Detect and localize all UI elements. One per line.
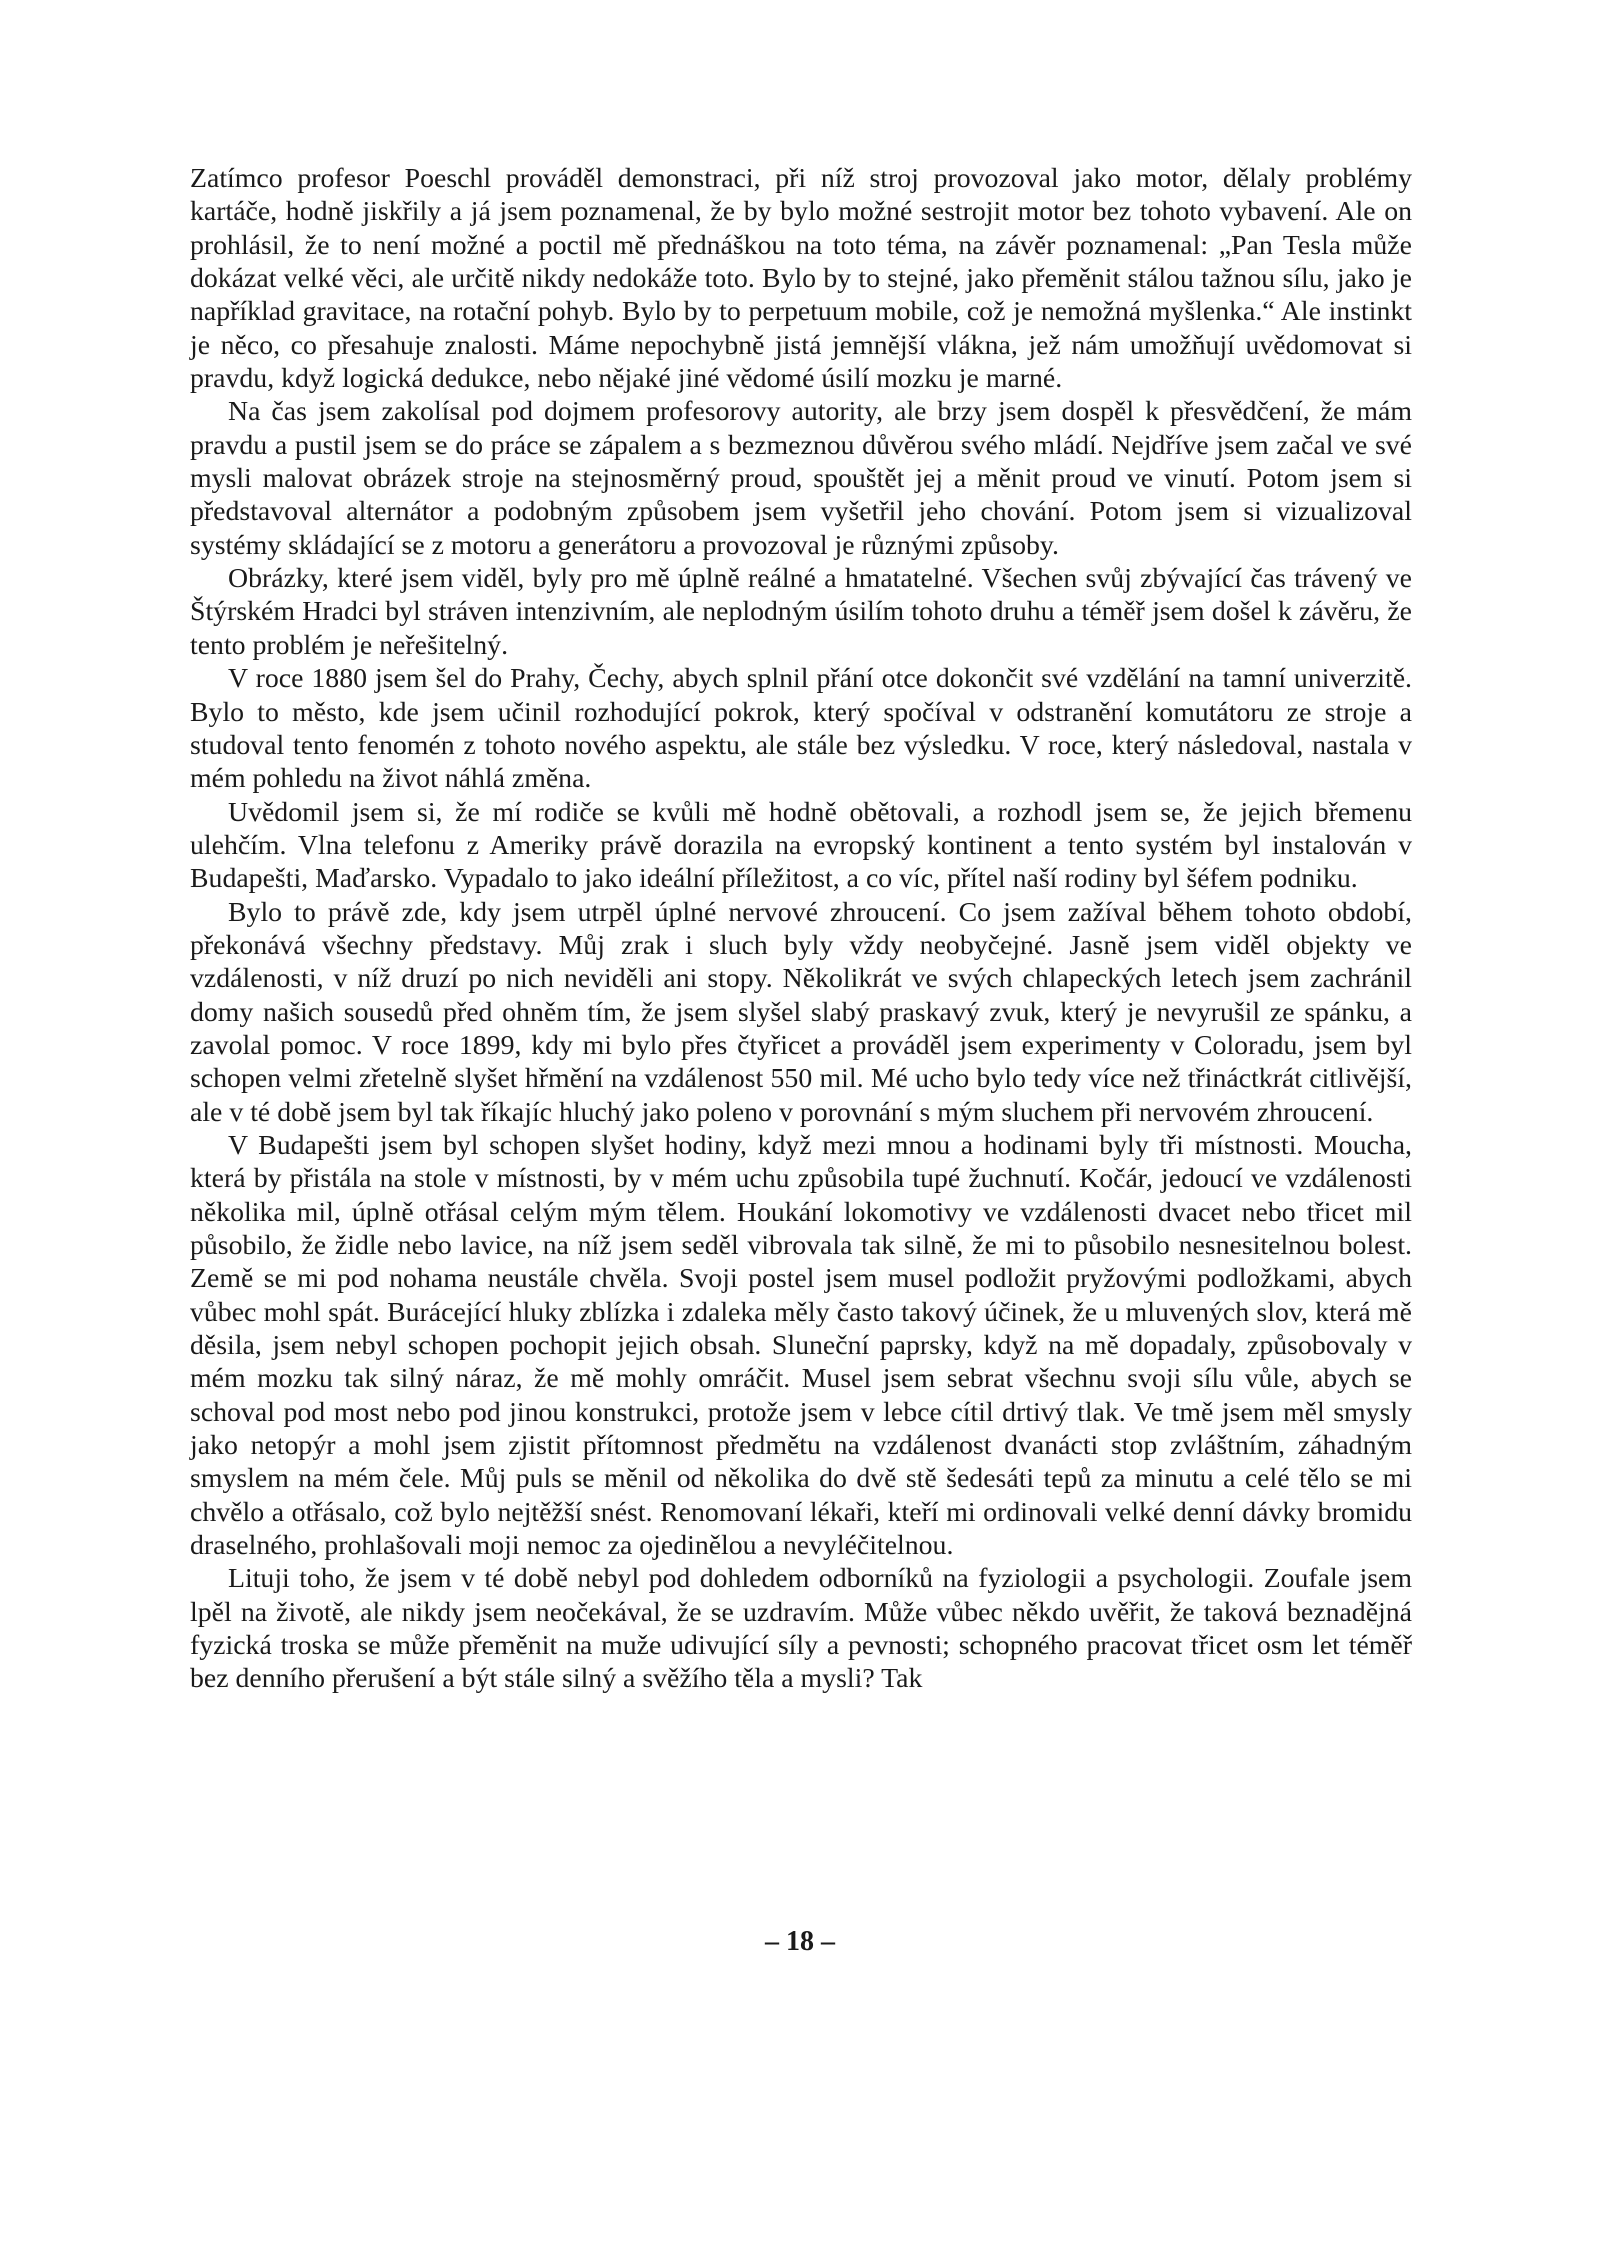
- paragraph-prague: V roce 1880 jsem šel do Prahy, Čechy, abych splnil přání otce dokončit své vzdělání na tamní univerzitě. Bylo to město, kde jsem učinil rozhodující pokrok, který spočíval v odstranění komutátoru ze stroje a studoval tento fenomén z tohoto nového aspektu, ale stále bez výsledku. V roce, který následoval, nastala v mém pohledu na život náhlá změna.: [190, 663, 1412, 795]
- paragraph-images: Obrázky, které jsem viděl, byly pro mě úplně reálné a hmatatelné. Všechen svůj zbývající čas trávený ve Štýrském Hradci byl stráven intenzivním, ale neplodným úsilím tohoto druhu a téměř jsem došel k závěru, že tento problém je neřešitelný.: [190, 563, 1412, 661]
- paragraph-regret: Lituji toho, že jsem v té době nebyl pod dohledem odborníků na fyziologii a psychologii. Zoufale jsem lpěl na životě, ale nikdy jsem neočekával, že se uzdravím. Může vůbec někdo uvěřit, že taková beznadějná fyzická troska se může přeměnit na muže udivující síly a pevnosti; schopného pracovat třicet osm let téměř bez denního přerušení a být stále silný a svěžího těla a mysli? Tak: [190, 1563, 1412, 1695]
- page-number: – 18 –: [765, 1926, 835, 1957]
- paragraph-professor-authority: Na čas jsem zakolísal pod dojmem profesorovy autority, ale brzy jsem dospěl k přesvědčení, že mám pravdu a pustil jsem se do práce se zápalem a s bezmeznou důvěrou svého mládí. Nejdříve jsem začal ve své mysli malovat obrázek stroje na stejnosměrný proud, spouštět jej a měnit proud ve vinutí. Potom jsem si představoval alternátor a podobným způsobem jsem vyšetřil jeho chování. Potom jsem si vizualizoval systémy skládající se z motoru a generátoru a provozoval je různými způsoby.: [190, 396, 1412, 561]
- paragraph-hearing-sensitivity: V Budapešti jsem byl schopen slyšet hodiny, když mezi mnou a hodinami byly tři místnosti. Moucha, která by přistála na stole v místnosti, by v mém uchu způsobila tupé žuchnutí. Kočár, jedoucí ve vzdálenosti několika mil, úplně otřásal celým mým tělem. Houkání lokomotivy ve vzdálenosti dvacet nebo třicet mil působilo, že židle nebo lavice, na níž jsem seděl vibrovala tak silně, že mi to působilo nesnesitelnou bolest. Země se mi pod nohama neustále chvěla. Svoji postel jsem musel podložit pryžovými podložkami, abych vůbec mohl spát. Burácející hluky zblízka i zdaleka měly často takový účinek, že u mluvených slov, která mě děsila, jsem nebyl schopen pochopit jejich obsah. Sluneční paprsky, když na mě dopadaly, způsobovaly v mém mozku tak silný náraz, že mě mohly omráčit. Musel jsem sebrat všechnu svoji sílu vůle, abych se schoval pod most nebo pod jinou konstrukci, protože jsem v lebce cítil drtivý tlak. Ve tmě jsem měl smysly jako netopýr a mohl jsem zjistit přítomnost předmětu na vzdálenost dvanácti stop zvláštním, záhadným smyslem na mém čele. Můj puls se měnil od několika do dvě stě šedesáti tepů za minutu a celé tělo se mi chvělo a otřásalo, což bylo nejtěžší snést. Renomovaní lékaři, kteří mi ordinovali velké denní dávky bromidu draselného, prohlašovali moji nemoc za ojedinělou a nevyléčitelnou.: [190, 1129, 1412, 1562]
- paragraph-nervous-breakdown: Bylo to právě zde, kdy jsem utrpěl úplné nervové zhroucení. Co jsem zažíval během tohoto období, překonává všechny představy. Můj zrak i sluch byly vždy neobyčejné. Jasně jsem viděl objekty ve vzdálenosti, v níž druzí po nich neviděli ani stopy. Několikrát ve svých chlapeckých letech jsem zachránil domy našich sousedů před ohněm tím, že jsem slyšel slabý praskavý zvuk, který je nevyrušil ze spánku, a zavolal pomoc. V roce 1899, kdy mi bylo přes čtyřicet a prováděl jsem experimenty v Coloradu, jsem byl schopen velmi zřetelně slyšet hřmění na vzdálenost 550 mil. Mé ucho bylo tedy více než třináctkrát citlivější, ale v té době jsem byl tak říkajíc hluchý jako poleno v porovnání s mým sluchem při nervovém zhroucení.: [190, 896, 1412, 1128]
- document-body: [190, 162, 1412, 1696]
- paragraph-budapest-telephone: Uvědomil jsem si, že mí rodiče se kvůli mě hodně obětovali, a rozhodl jsem se, že jejich břemenu ulehčím. Vlna telefonu z Ameriky právě dorazila na evropský kontinent a tento systém byl instalován v Budapešti, Maďarsko. Vypadalo to jako ideální příležitost, a co víc, přítel naší rodiny byl šéfem podniku.: [190, 796, 1412, 895]
- paragraph-poeschl-demonstration: Zatímco profesor Poeschl prováděl demonstraci, při níž stroj provozoval jako motor, dělaly problémy kartáče, hodně jiskřily a já jsem poznamenal, že by bylo možné sestrojit motor bez tohoto vybavení. Ale on prohlásil, že to není možné a poctil mě přednáškou na toto téma, na závěr poznamenal: „Pan Tesla může dokázat velké věci, ale určitě nikdy nedokáže toto. Bylo by to stejné, jako přeměnit stálou tažnou sílu, jako je například gravitace, na rotační pohyb. Bylo by to perpetuum mobile, což je nemožná myšlenka.“ Ale instinkt je něco, co přesahuje znalosti. Máme nepochybně jistá jemnější vlákna, jež nám umožňují uvědomovat si pravdu, když logická dedukce, nebo nějaké jiné vědomé úsilí mozku je marné.: [190, 163, 1412, 395]
